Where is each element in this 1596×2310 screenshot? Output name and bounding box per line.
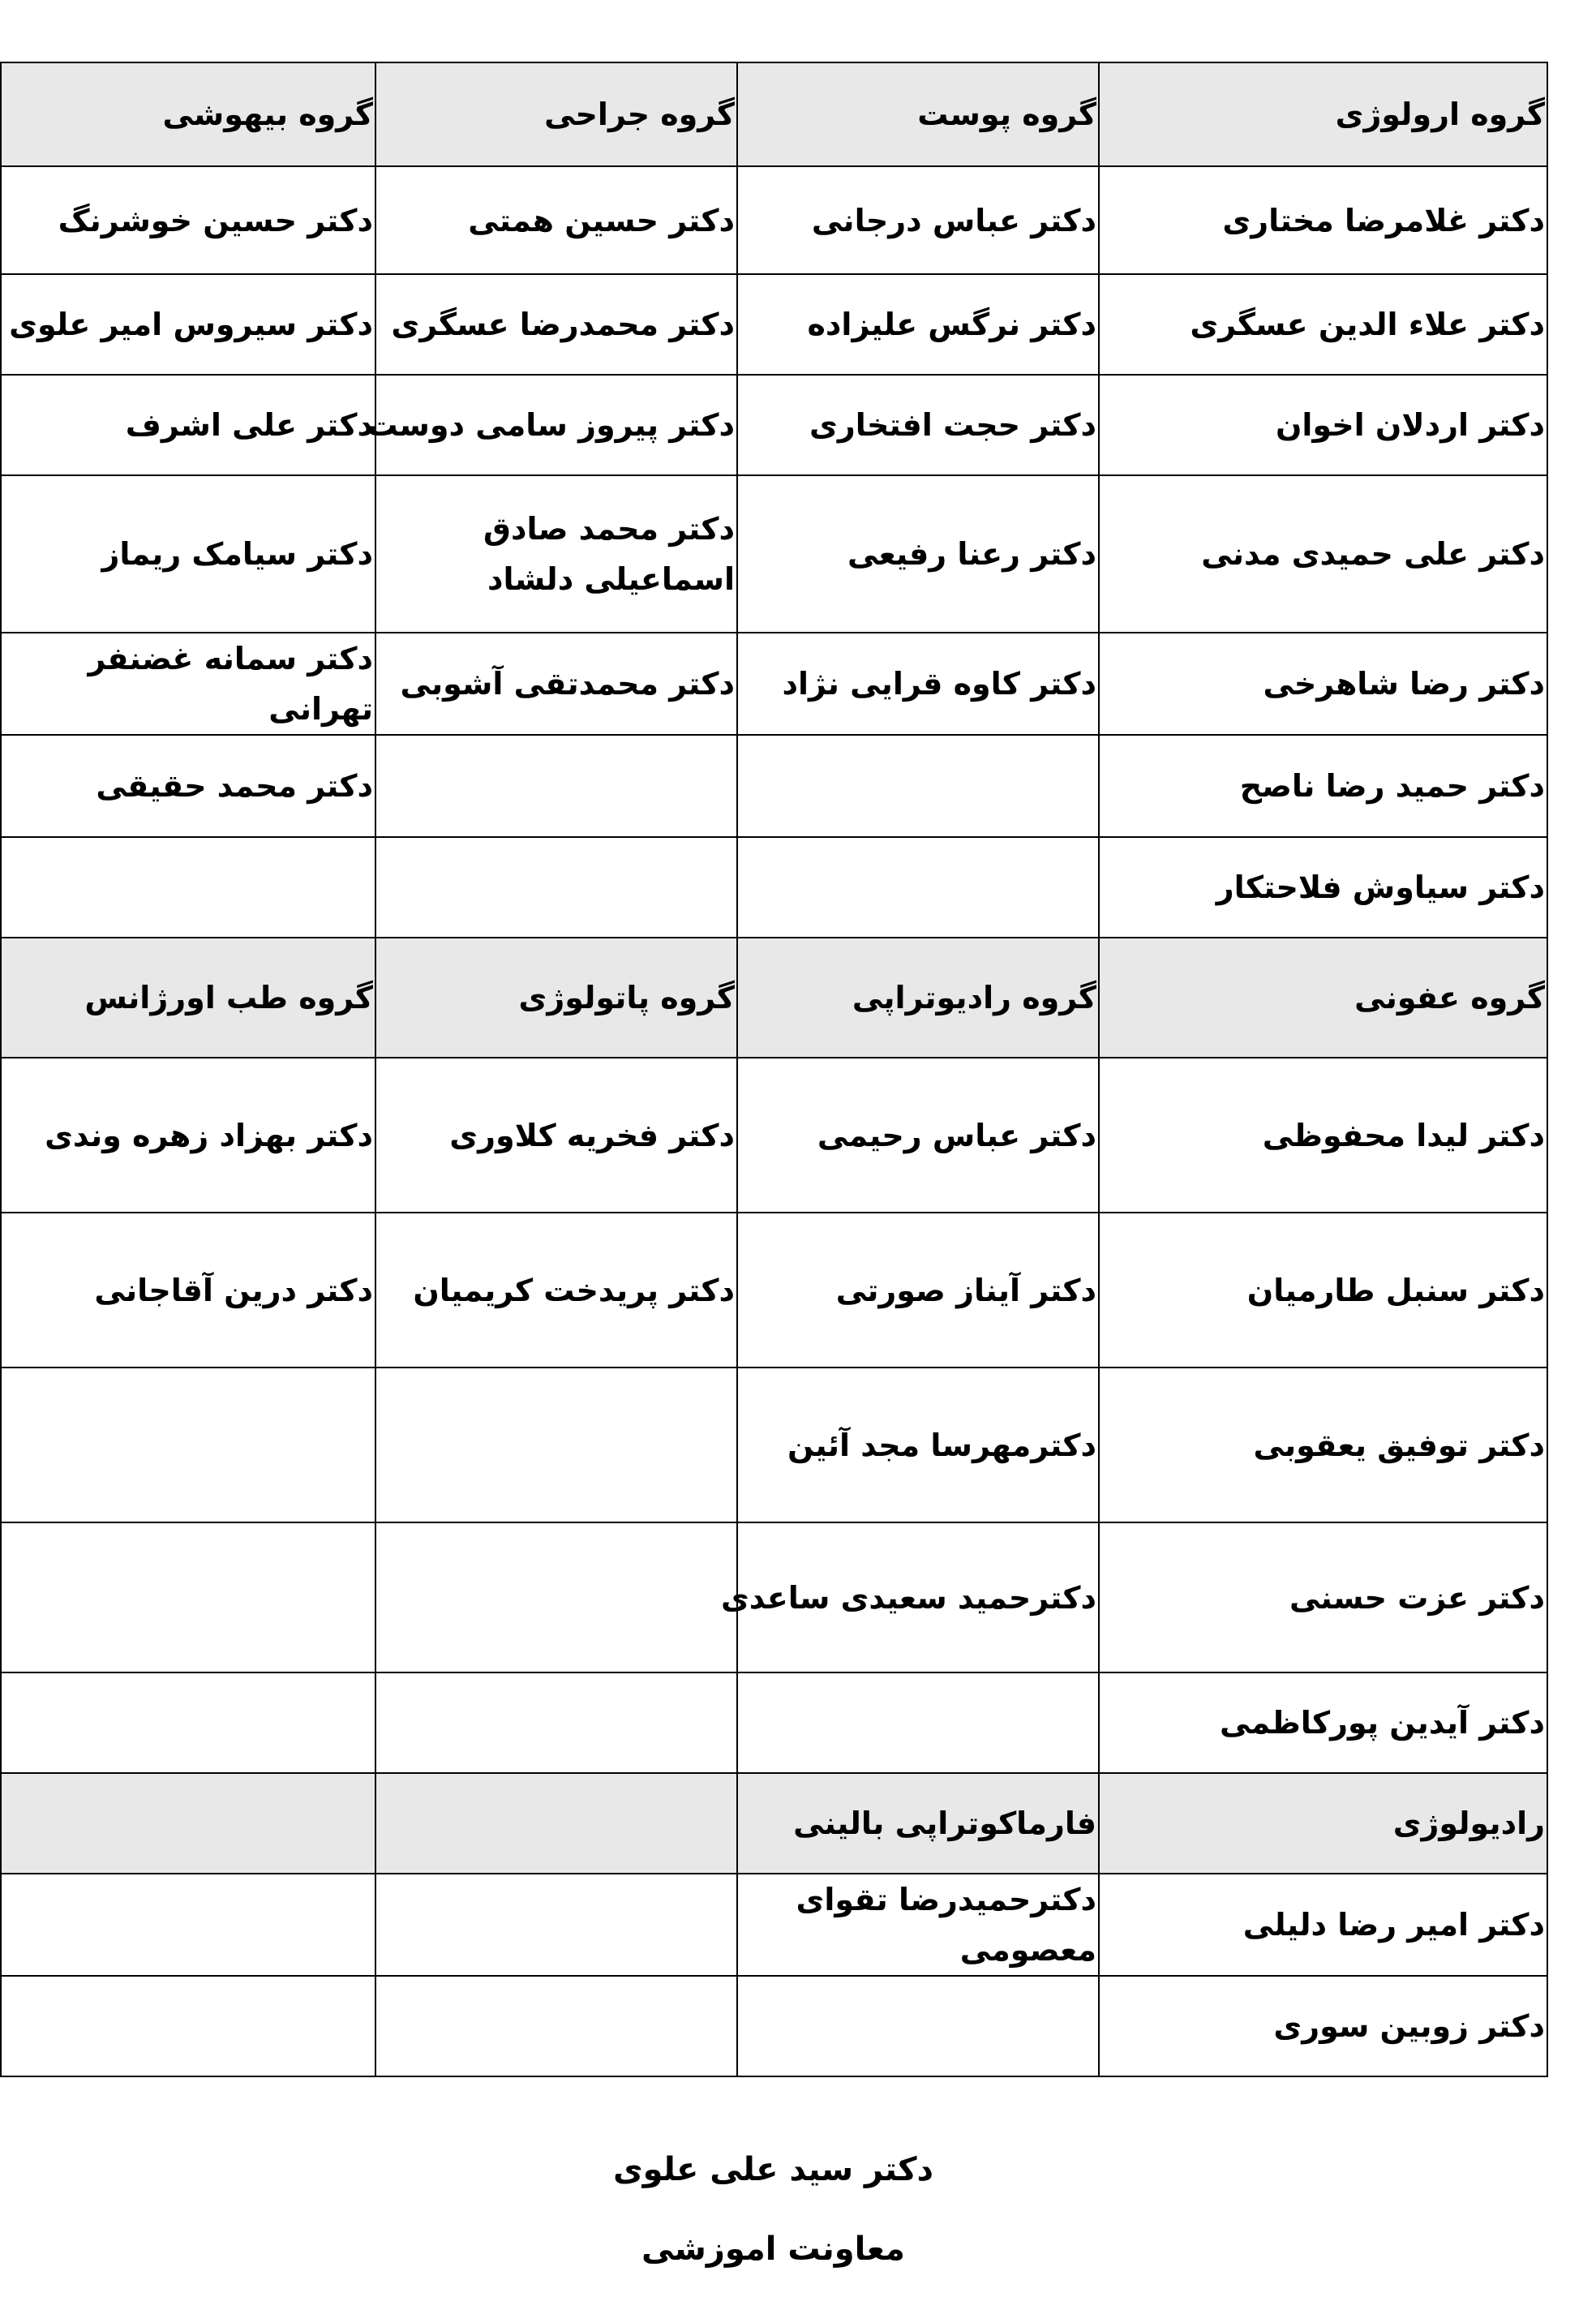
group-header-row (1, 1773, 1547, 1874)
doctor-name-cell: دکتر لیدا محفوظی (1099, 1058, 1547, 1213)
doctor-name-cell (1, 1672, 375, 1773)
table-row (1, 1522, 1547, 1672)
doctor-name-cell: دکتر محمدتقی آشوبی (375, 633, 737, 735)
faculty-roster (0, 62, 1547, 2077)
table-row (1, 1976, 1547, 2076)
group-name-cell: گروه رادیوتراپی (737, 938, 1099, 1058)
doctor-name-cell: دکتر سیاوش فلاحتکار (1099, 837, 1547, 938)
group-header-row (1, 938, 1547, 1058)
doctor-name-cell (375, 1874, 737, 1976)
doctor-name-cell: دکتر سیامک ریماز (1, 475, 375, 633)
doctor-name-cell (1, 1522, 375, 1672)
table-row (1, 1874, 1547, 1976)
doctor-name-cell: دکتر توفیق یعقوبی (1099, 1368, 1547, 1522)
doctor-name-cell: دکتر علی اشرف (1, 375, 375, 475)
doctor-name-cell: دکتر عباس رحیمی (737, 1058, 1099, 1213)
doctor-name-cell: دکتر بهزاد زهره وندی (1, 1058, 375, 1213)
doctor-name-cell (375, 837, 737, 938)
group-name-cell: گروه بیهوشی (1, 62, 375, 166)
doctor-name-cell: دکتر درین آقاجانی (1, 1213, 375, 1368)
doctor-name-cell (375, 1976, 737, 2076)
doctor-name-cell: دکتر فخریه کلاوری (375, 1058, 737, 1213)
doctor-name-cell: دکتر علاء الدین عسگری (1099, 274, 1547, 375)
table-row (1, 1058, 1547, 1213)
table-row (1, 1672, 1547, 1773)
doctor-name-cell: دکترمهرسا مجد آئین (737, 1368, 1099, 1522)
doctor-name-cell (737, 735, 1099, 837)
doctor-name-cell (737, 1976, 1099, 2076)
doctor-name-cell: دکتر حمید رضا ناصح (1099, 735, 1547, 837)
doctor-name-cell (1, 1368, 375, 1522)
doctor-name-cell: دکتر پریدخت کریمیان (375, 1213, 737, 1368)
doctor-name-cell: دکتر رعنا رفیعی (737, 475, 1099, 633)
doctor-name-cell: دکتر حسین همتی (375, 166, 737, 274)
table-row (1, 375, 1547, 475)
doctor-name-cell (737, 837, 1099, 938)
doctor-name-cell: دکتر محمدرضا عسگری (375, 274, 737, 375)
signatory-name: دکتر سید علی علوی (612, 2151, 934, 2188)
doctor-name-cell: دکتر حسین خوشرنگ (1, 166, 375, 274)
doctor-name-cell: دکتر حجت افتخاری (737, 375, 1099, 475)
doctor-name-cell (375, 1368, 737, 1522)
doctor-name-cell (375, 1672, 737, 1773)
doctor-name-cell: دکتر آیدین پورکاظمی (1099, 1672, 1547, 1773)
table-row (1, 837, 1547, 938)
doctor-name-cell: دکتر علی حمیدی مدنی (1099, 475, 1547, 633)
group-name-cell: گروه طب اورژانس (1, 938, 375, 1058)
group-name-cell: گروه پوست (737, 62, 1099, 166)
doctor-name-cell (1, 1874, 375, 1976)
table-row (1, 166, 1547, 274)
doctor-name-cell (737, 1672, 1099, 1773)
doctor-name-cell: دکترحمیدرضا تقوای معصومی (737, 1874, 1099, 1976)
doctor-name-cell: دکتر آیناز صورتی (737, 1213, 1099, 1368)
doctor-name-cell: دکتر عزت حسنی (1099, 1522, 1547, 1672)
doctor-name-cell (1, 1976, 375, 2076)
doctor-name-cell: دکتر عباس درجانی (737, 166, 1099, 274)
doctor-name-cell: دکتر پیروز سامی دوست (375, 375, 737, 475)
group-name-cell: فارماکوتراپی بالینی (737, 1773, 1099, 1874)
doctor-name-cell: دکتر رضا شاهرخی (1099, 633, 1547, 735)
doctor-name-cell (375, 735, 737, 837)
doctor-name-cell: دکتر سنبل طارمیان (1099, 1213, 1547, 1368)
signatory-title: معاونت اموزشی (641, 2231, 905, 2268)
table-row (1, 1368, 1547, 1522)
group-name-cell: گروه عفونی (1099, 938, 1547, 1058)
group-name-cell (1, 1773, 375, 1874)
group-name-cell: رادیولوژی (1099, 1773, 1547, 1874)
doctor-name-cell: دکترحمید سعیدی ساعدی (737, 1522, 1099, 1672)
doctor-name-cell: دکتر محمد حقیقی (1, 735, 375, 837)
table-row (1, 1213, 1547, 1368)
doctor-name-cell: دکتر محمد صادق اسماعیلی دلشاد (375, 475, 737, 633)
table-row (1, 475, 1547, 633)
roster-table (0, 62, 1548, 2077)
doctor-name-cell: دکتر امیر رضا دلیلی (1099, 1874, 1547, 1976)
doctor-name-cell: دکتر سمانه غضنفر تهرانی (1, 633, 375, 735)
doctor-name-cell: دکتر غلامرضا مختاری (1099, 166, 1547, 274)
table-row (1, 735, 1547, 837)
doctor-name-cell: دکتر زوبین سوری (1099, 1976, 1547, 2076)
group-name-cell: گروه جراحی (375, 62, 737, 166)
doctor-name-cell (375, 1522, 737, 1672)
group-name-cell: گروه پاتولوژی (375, 938, 737, 1058)
group-name-cell (375, 1773, 737, 1874)
doctor-name-cell: دکتر سیروس امیر علوی (1, 274, 375, 375)
group-name-cell: گروه ارولوژی (1099, 62, 1547, 166)
table-row (1, 274, 1547, 375)
doctor-name-cell (1, 837, 375, 938)
doctor-name-cell: دکتر نرگس علیزاده (737, 274, 1099, 375)
group-header-row (1, 62, 1547, 166)
doctor-name-cell: دکتر اردلان اخوان (1099, 375, 1547, 475)
doctor-name-cell: دکتر کاوه قرایی نژاد (737, 633, 1099, 735)
table-row (1, 633, 1547, 735)
